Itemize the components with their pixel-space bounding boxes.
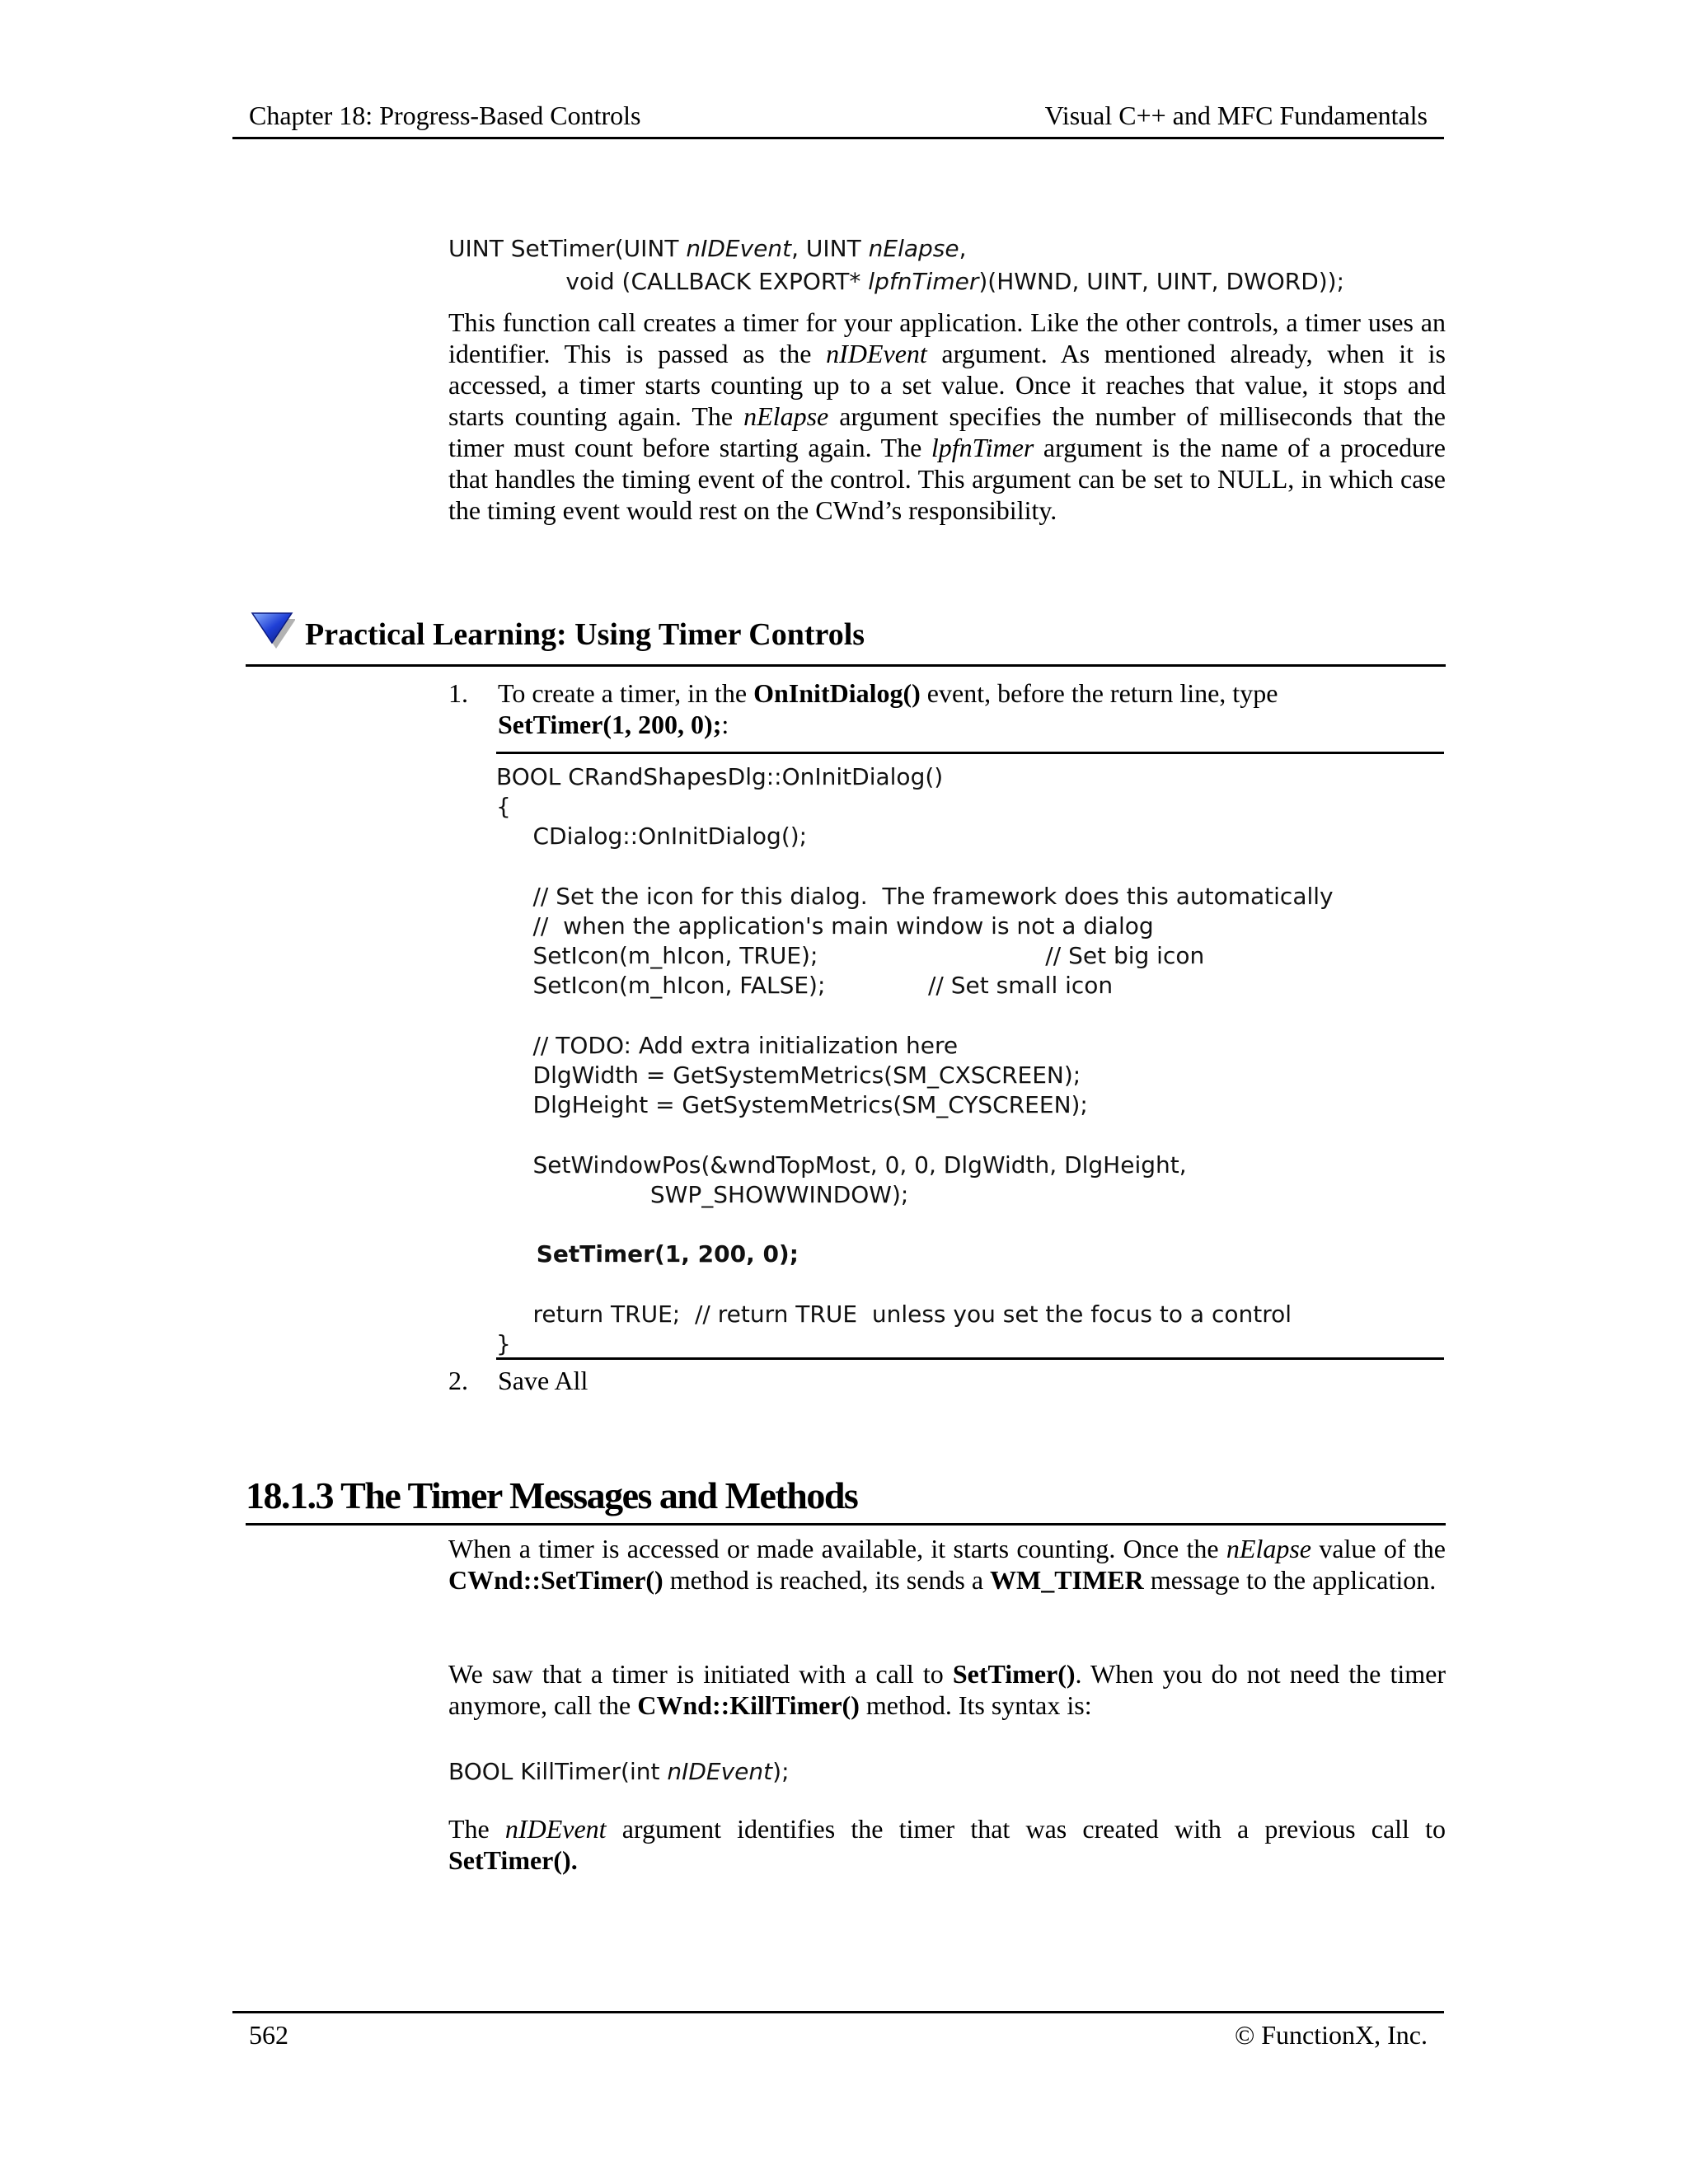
- para-bold: CWnd::SetTimer(): [448, 1565, 663, 1595]
- copyright-notice: © FunctionX, Inc.: [1234, 2020, 1428, 2050]
- sig-param-nidevent: nIDEvent: [667, 1758, 773, 1785]
- step-bold: SetTimer(1, 200, 0);: [498, 710, 722, 739]
- para-bold: WM_TIMER: [990, 1565, 1144, 1595]
- code-line: // Set the icon for this dialog. The framework does this automatically: [496, 882, 1334, 910]
- para-text: argument identifies the timer that was created with a previous call to: [606, 1814, 1447, 1844]
- nidevent-description-paragraph: [448, 1813, 1446, 1876]
- para-text: The: [448, 1814, 505, 1844]
- section-title: 18.1.3 The Timer Messages and Methods: [246, 1474, 858, 1516]
- code-line: DlgWidth = GetSystemMetrics(SM_CXSCREEN);: [496, 1062, 1081, 1090]
- code-line: // when the application's main window is not a dialog: [496, 912, 1154, 940]
- blue-triangle-icon: [251, 608, 295, 649]
- para-text: message to the application.: [1143, 1565, 1437, 1595]
- step-number: 1.: [448, 678, 468, 708]
- step-text: To create a timer, in the: [498, 678, 754, 708]
- code-line: DlgHeight = GetSystemMetrics(SM_CYSCREEN);: [496, 1091, 1088, 1119]
- running-header: [232, 97, 1444, 139]
- code-listing: [496, 762, 1334, 1359]
- code-line: SetWindowPos(&wndTopMost, 0, 0, DlgWidth, DlgHeight,: [496, 1151, 1187, 1179]
- killtimer-signature: [448, 1755, 790, 1788]
- sig-text: ,: [959, 235, 967, 262]
- code-listing-box: [496, 752, 1444, 1360]
- step-text: event, before the return line, type: [920, 678, 1278, 708]
- code-line: {: [496, 793, 511, 821]
- step-text: :: [721, 710, 729, 739]
- code-line: SetIcon(m_hIcon, FALSE); // Set small icon: [496, 972, 1114, 1000]
- para-italic: nIDEvent: [504, 1814, 607, 1844]
- para-text: argument specifies the number of milliseconds that the timer must count before starting again. The: [448, 401, 1447, 462]
- sig-param-lpfntimer: lpfnTimer: [868, 268, 979, 295]
- para-text: method. Its syntax is:: [859, 1690, 1092, 1720]
- para-bold: CWnd::KillTimer(): [637, 1690, 860, 1720]
- running-footer: [232, 2011, 1444, 2055]
- sig-text: UINT SetTimer(UINT: [448, 235, 687, 262]
- sig-text: BOOL KillTimer(int: [448, 1758, 668, 1785]
- code-line-highlighted: SetTimer(1, 200, 0);: [496, 1240, 799, 1268]
- para-italic: nElapse: [1226, 1534, 1311, 1563]
- para-text: When a timer is accessed or made available, it starts counting. Once the: [448, 1534, 1226, 1563]
- sig-param-nidevent: nIDEvent: [686, 235, 792, 262]
- settimer-signature: [448, 232, 1344, 298]
- para-text: This function call creates a timer for your application. Like the other controls, a timer uses an identifier. This is passed as the: [448, 307, 1446, 368]
- settimer-description-paragraph: [448, 307, 1446, 526]
- sig-text: );: [772, 1758, 790, 1785]
- sig-text: )(HWND, UINT, UINT, DWORD));: [978, 268, 1345, 295]
- code-line: BOOL CRandShapesDlg::OnInitDialog(): [496, 763, 944, 790]
- para-text: . When you do not need the timer anymore, call the: [448, 1659, 1447, 1720]
- para-italic: nElapse: [743, 401, 829, 431]
- section-heading: [246, 1474, 1446, 1526]
- para-text: argument is the name of a procedure that handles the timing event of the control. This argument can be set to NULL, in which case the timing event would rest on the CWnd’s responsibility.: [448, 433, 1447, 525]
- para-text: method is reached, its sends a: [663, 1565, 991, 1595]
- para-text: value of the: [1311, 1534, 1447, 1563]
- practical-learning-heading: [246, 607, 1446, 667]
- timer-message-paragraph: [448, 1533, 1446, 1596]
- header-chapter-title: Chapter 18: Progress-Based Controls: [249, 101, 641, 130]
- code-line: SetIcon(m_hIcon, TRUE); // Set big icon: [496, 942, 1205, 970]
- code-line: SWP_SHOWWINDOW);: [496, 1180, 909, 1208]
- code-line: return TRUE; // return TRUE unless you set the focus to a control: [496, 1300, 1292, 1328]
- para-text: We saw that a timer is initiated with a call to: [448, 1659, 953, 1689]
- code-line: }: [496, 1329, 511, 1357]
- step-number: 2.: [448, 1366, 468, 1395]
- code-line: // TODO: Add extra initialization here: [496, 1031, 959, 1059]
- code-line: CDialog::OnInitDialog();: [496, 823, 808, 851]
- para-text: argument. As mentioned already, when it is accessed, a timer starts counting up to a set value. Once it reaches that value, it stops and starts counting again. The: [448, 339, 1447, 431]
- practical-learning-title: Practical Learning: Using Timer Controls: [305, 617, 865, 652]
- para-bold: SetTimer().: [448, 1845, 578, 1875]
- para-italic: lpfnTimer: [931, 433, 1034, 462]
- header-book-title: Visual C++ and MFC Fundamentals: [1044, 101, 1428, 130]
- page-number: 562: [249, 2020, 288, 2050]
- para-italic: nIDEvent: [826, 339, 927, 368]
- sig-param-nelapse: nElapse: [868, 235, 959, 262]
- sig-text: void (CALLBACK EXPORT*: [448, 268, 869, 295]
- sig-text: , UINT: [791, 235, 869, 262]
- step-bold: OnInitDialog(): [753, 678, 921, 708]
- step-2-instruction: Save All: [498, 1366, 588, 1395]
- step-1-instruction: [498, 677, 1446, 740]
- killtimer-intro-paragraph: [448, 1658, 1446, 1721]
- para-bold: SetTimer(): [952, 1659, 1076, 1689]
